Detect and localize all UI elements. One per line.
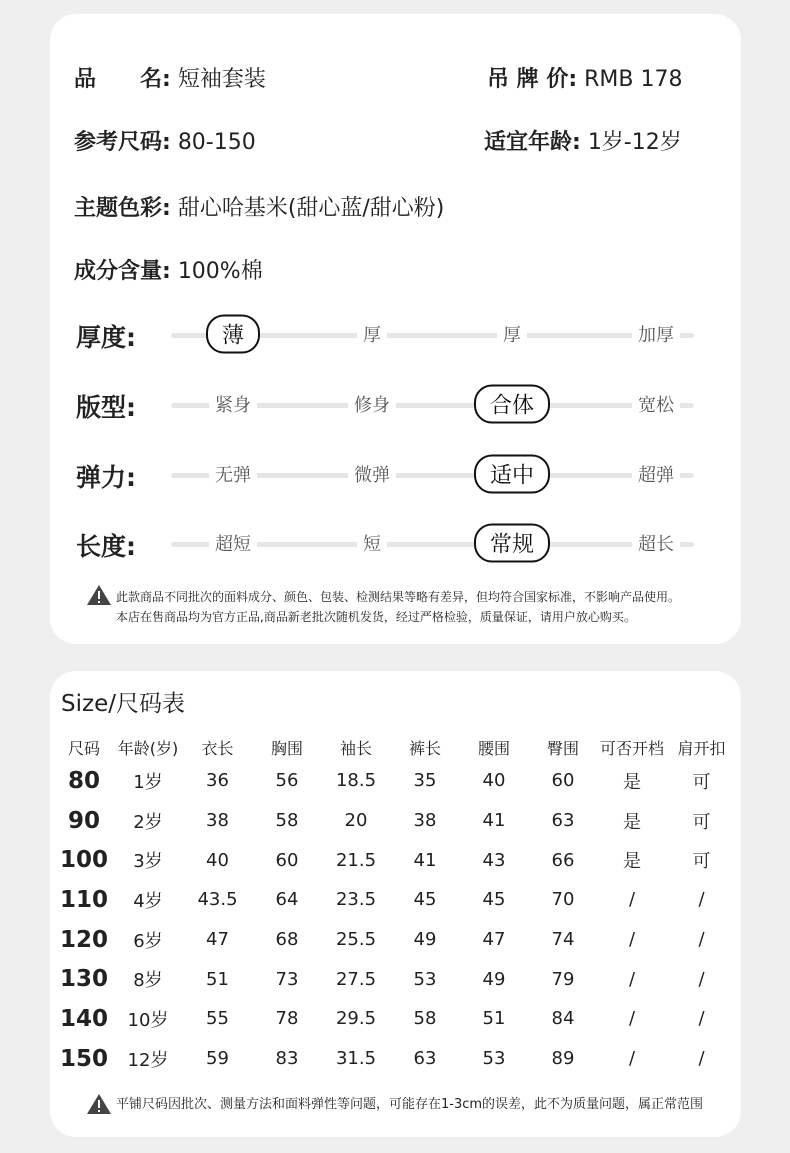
table-cell: 58 [413, 1008, 437, 1030]
attribute-option-selected: 适中 [474, 455, 550, 494]
table-cell: 3岁 [133, 851, 163, 873]
table-cell: / [698, 968, 705, 990]
table-cell: 4岁 [133, 890, 163, 912]
attribute-option: 修身 [348, 391, 396, 417]
size-table-header-cell: 衣长 [201, 738, 234, 758]
table-cell: 68 [275, 929, 299, 951]
table-cell: 21.5 [335, 849, 377, 871]
table-cell: 66 [551, 849, 575, 871]
size-cell: 90 [67, 807, 100, 834]
table-row [54, 999, 736, 1039]
table-cell: 25.5 [335, 929, 377, 951]
table-row [54, 801, 736, 841]
table-cell: 74 [551, 929, 575, 951]
table-cell: 63 [551, 810, 575, 832]
table-cell: 6岁 [133, 930, 163, 952]
tag-price-line [487, 62, 682, 93]
suitable-age-line [484, 125, 682, 156]
table-cell: 27.5 [335, 968, 377, 990]
table-cell: 43.5 [197, 889, 238, 911]
table-row [54, 959, 736, 999]
size-table-header-cell: 腰围 [477, 738, 510, 758]
material-label: 成分含量: [74, 259, 171, 284]
table-cell: 31.5 [335, 1048, 377, 1070]
size-table [54, 733, 736, 1079]
attribute-option: 短 [357, 530, 387, 556]
size-table-header-cell: 年龄(岁) [117, 738, 179, 758]
table-cell: 10岁 [127, 1009, 169, 1031]
table-cell: 49 [413, 929, 437, 951]
warning-triangle-icon [86, 1093, 112, 1115]
ref-size-label: 参考尺码: [74, 130, 171, 155]
notice-line-2: 本店在售商品均为官方正品,商品新老批次随机发货，经过严格检验，质量保证，请用户放心购买。 [116, 610, 636, 624]
table-cell: 51 [206, 968, 229, 990]
product-name-value: 短袖套装 [177, 67, 266, 92]
theme-color-label: 主题色彩: [74, 196, 171, 221]
table-cell: / [628, 1008, 636, 1030]
size-table-header-cell: 袖长 [339, 738, 372, 758]
attribute-option-selected: 薄 [206, 315, 260, 354]
product-name-label: 品 名: [74, 67, 171, 92]
table-cell: 1岁 [133, 771, 163, 793]
product-info-card [50, 14, 741, 644]
table-cell: 53 [413, 968, 437, 990]
table-cell: 是 [623, 811, 641, 833]
size-table-header-cell: 臀围 [546, 738, 579, 758]
tag-price-value: RMB 178 [584, 67, 683, 92]
table-cell: 41 [482, 810, 506, 832]
suitable-age-value: 1岁-12岁 [587, 130, 682, 155]
size-table-header-cell: 裤长 [408, 738, 441, 758]
table-cell: 47 [206, 929, 229, 951]
size-table-header-cell: 肩开扣 [677, 738, 726, 758]
attribute-label: 弹力: [76, 463, 136, 492]
table-cell: / [698, 1048, 705, 1070]
table-cell: 63 [413, 1048, 437, 1070]
size-table-body [54, 761, 736, 1079]
attribute-row [50, 314, 741, 354]
table-cell: 可 [692, 811, 711, 833]
size-cell: 120 [59, 926, 108, 953]
attribute-option: 厚 [497, 321, 527, 347]
table-cell: 60 [551, 770, 575, 792]
table-cell: 是 [623, 851, 641, 873]
table-cell: / [698, 889, 705, 911]
size-table-header-cell: 可否开档 [599, 738, 664, 758]
table-cell: 56 [275, 770, 299, 792]
size-cell: 110 [59, 886, 108, 913]
size-table-header [54, 733, 736, 761]
table-row [54, 920, 736, 960]
table-cell: 29.5 [335, 1008, 377, 1030]
attribute-label: 长度: [76, 532, 136, 561]
table-cell: / [628, 929, 636, 951]
theme-color-value: 甜心哈基米(甜心蓝/甜心粉) [177, 196, 445, 221]
table-cell: 60 [275, 849, 299, 871]
ref-size-value: 80-150 [177, 130, 256, 155]
table-row [54, 1039, 736, 1079]
table-cell: 41 [413, 849, 437, 871]
suitable-age-label: 适宜年龄: [484, 130, 581, 155]
table-cell: 79 [551, 968, 575, 990]
table-cell: 59 [206, 1048, 229, 1070]
table-cell: 8岁 [133, 970, 163, 992]
table-cell: 89 [551, 1048, 575, 1070]
attribute-option: 厚 [357, 321, 387, 347]
table-cell: 70 [551, 889, 575, 911]
table-cell: 83 [275, 1048, 299, 1070]
size-chart-card [50, 671, 741, 1137]
attribute-row [50, 454, 741, 494]
table-cell: 2岁 [133, 811, 163, 833]
table-cell: / [628, 889, 636, 911]
table-cell: 49 [482, 968, 506, 990]
table-cell: / [698, 1008, 705, 1030]
table-cell: 64 [275, 889, 299, 911]
table-cell: 40 [482, 770, 506, 792]
warning-triangle-icon [86, 584, 112, 606]
material-line [74, 254, 263, 285]
size-footnote: 平铺尺码因批次、测量方法和面料弹性等问题，可能存在1-3cm的误差，此不为质量问题，属正常范围 [116, 1097, 704, 1112]
size-table-header-cell: 尺码 [67, 738, 100, 758]
table-cell: / [628, 1048, 636, 1070]
attribute-option: 宽松 [632, 391, 680, 417]
attribute-label: 厚度: [76, 323, 136, 352]
size-cell: 100 [59, 847, 108, 874]
table-cell: / [698, 929, 705, 951]
table-cell: 12岁 [127, 1049, 169, 1071]
table-cell: 20 [344, 810, 368, 832]
attribute-option: 超弹 [632, 461, 680, 487]
table-row [54, 880, 736, 920]
table-cell: 18.5 [335, 770, 377, 792]
table-row [54, 761, 736, 801]
table-cell: / [628, 968, 636, 990]
attribute-option-selected: 常规 [474, 524, 550, 563]
table-cell: 可 [692, 771, 711, 793]
table-cell: 73 [275, 968, 299, 990]
size-cell: 130 [59, 966, 108, 993]
size-chart-title: Size/尺码表 [61, 691, 185, 717]
table-cell: 47 [482, 929, 506, 951]
attribute-option: 超长 [632, 530, 680, 556]
table-cell: 38 [413, 810, 437, 832]
table-cell: 43 [482, 849, 506, 871]
table-cell: 23.5 [335, 889, 377, 911]
size-cell: 80 [67, 767, 100, 794]
size-table-header-cell: 胸围 [270, 738, 303, 758]
tag-price-label: 吊 牌 价: [487, 67, 578, 92]
table-cell: 51 [482, 1008, 506, 1030]
table-cell: 53 [482, 1048, 506, 1070]
table-cell: 58 [275, 810, 299, 832]
table-cell: 可 [692, 851, 711, 873]
material-value: 100%棉 [177, 259, 263, 284]
table-cell: 是 [623, 771, 641, 793]
table-cell: 38 [206, 810, 229, 832]
table-row [54, 840, 736, 880]
attribute-option: 紧身 [209, 391, 257, 417]
table-cell: 45 [413, 889, 437, 911]
attribute-option: 超短 [209, 530, 257, 556]
table-cell: 45 [482, 889, 506, 911]
table-cell: 35 [413, 770, 437, 792]
attribute-option-selected: 合体 [474, 385, 550, 424]
theme-color-line [74, 191, 444, 222]
table-cell: 55 [206, 1008, 229, 1030]
attribute-row [50, 523, 741, 563]
attribute-row [50, 384, 741, 424]
attribute-option: 微弹 [348, 461, 396, 487]
attribute-label: 版型: [76, 393, 136, 422]
size-cell: 150 [59, 1045, 108, 1072]
table-cell: 36 [206, 770, 229, 792]
table-cell: 84 [551, 1008, 575, 1030]
ref-size-line [74, 125, 256, 156]
attribute-option: 无弹 [209, 461, 257, 487]
table-cell: 40 [206, 849, 229, 871]
notice-line-1: 此款商品不同批次的面料成分、颜色、包装、检测结果等略有差异，但均符合国家标准，不影响产品使用。 [116, 590, 681, 604]
product-name-line [74, 62, 266, 93]
size-cell: 140 [59, 1005, 108, 1032]
attribute-option: 加厚 [632, 321, 680, 347]
table-cell: 78 [275, 1008, 299, 1030]
